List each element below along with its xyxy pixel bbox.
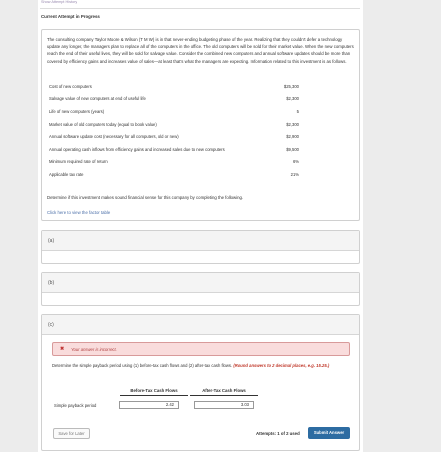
rounding-note: (Round answers to 2 decimal places, e.g. 15.25.)	[233, 363, 330, 368]
save-for-later-button[interactable]: Save for Later	[53, 428, 90, 439]
question-text: Determine if this investment makes sound financial sense for this company by completing the following.	[47, 195, 244, 200]
row-value: $2,900	[286, 134, 299, 140]
row-value: $2,300	[286, 96, 299, 102]
row-label: Annual software update cost (necessary for all computers, old or new)	[49, 134, 179, 140]
row-value: $9,500	[286, 146, 299, 152]
divider	[40, 8, 360, 9]
row-value: 21%	[290, 171, 299, 177]
row-label: Salvage value of new computers at end of useful life	[49, 96, 146, 102]
table-row	[49, 118, 299, 131]
row-label: Minimum required rate of return	[49, 159, 108, 165]
row-value: $2,300	[286, 121, 299, 127]
part-c-panel	[41, 314, 360, 451]
row-label: Applicable tax rate	[49, 171, 84, 177]
problem-intro: The consulting company Taylor Moore & Wilson (T M W) is in that never-ending budgeting phase of the year. Realizing that they couldn't defer a technology update any longer, the managers plan to replace all of the computers in the office. The old computers will be sold for their market value. When the new computers reach the end of their useful lives, they will be sold for salvage value. Consider the combined new computers and annual software updates should be more than covered by efficiency gains and increases value of sales—at least that's what the managers are expecting. Information related to this investment is as follows.	[47, 37, 354, 64]
alert-message: Your answer is incorrect.	[71, 347, 117, 352]
attempts-counter: Attempts: 1 of 2 used	[256, 431, 300, 436]
before-tax-column-header: Before-Tax Cash Flows	[120, 388, 188, 396]
after-tax-payback-input[interactable]: 3.03	[194, 401, 254, 409]
table-row	[49, 130, 299, 143]
submit-answer-button[interactable]: Submit Answer	[308, 427, 350, 439]
row-label: Annual operating cash inflows from efficiency gains and increased sales due to new computers	[49, 146, 225, 152]
table-row	[49, 105, 299, 118]
row-value: 6%	[292, 159, 299, 165]
part-b-header[interactable]: (b)	[42, 273, 359, 293]
part-c-header[interactable]: (c)	[42, 315, 359, 335]
current-attempt-title: Current Attempt in Progress	[41, 14, 100, 19]
row-value: 5	[296, 108, 299, 114]
part-a-header[interactable]: (a)	[42, 231, 359, 251]
before-tax-payback-input[interactable]: 2.42	[119, 401, 179, 409]
given-data-table	[49, 80, 299, 181]
part-c-instruction	[52, 363, 347, 369]
table-row	[49, 143, 299, 156]
attempt-history-link[interactable]: Show Attempt History	[41, 0, 78, 4]
incorrect-alert	[52, 342, 350, 356]
row-label: Life of new computers (years)	[49, 108, 105, 114]
payback-row-label: Simple payback period	[54, 403, 97, 408]
table-row	[49, 168, 299, 181]
problem-statement	[41, 29, 360, 221]
row-label: Cost of new computers	[49, 83, 92, 89]
factor-table-link[interactable]: Click here to view the factor table	[47, 210, 111, 215]
table-row	[49, 156, 299, 169]
instruction-text: Determine the simple payback period using (1) before-tax cash flows and (2) after-tax cash flows.	[52, 363, 233, 368]
after-tax-column-header: After-Tax Cash Flows	[190, 388, 258, 396]
row-value: $25,300	[283, 83, 299, 89]
table-row	[49, 80, 299, 93]
error-x-icon: ✖	[60, 346, 65, 352]
row-label: Market value of old computers today (equal to book value)	[49, 121, 157, 127]
part-b-panel	[41, 272, 360, 306]
part-a-panel	[41, 230, 360, 264]
table-row	[49, 93, 299, 106]
